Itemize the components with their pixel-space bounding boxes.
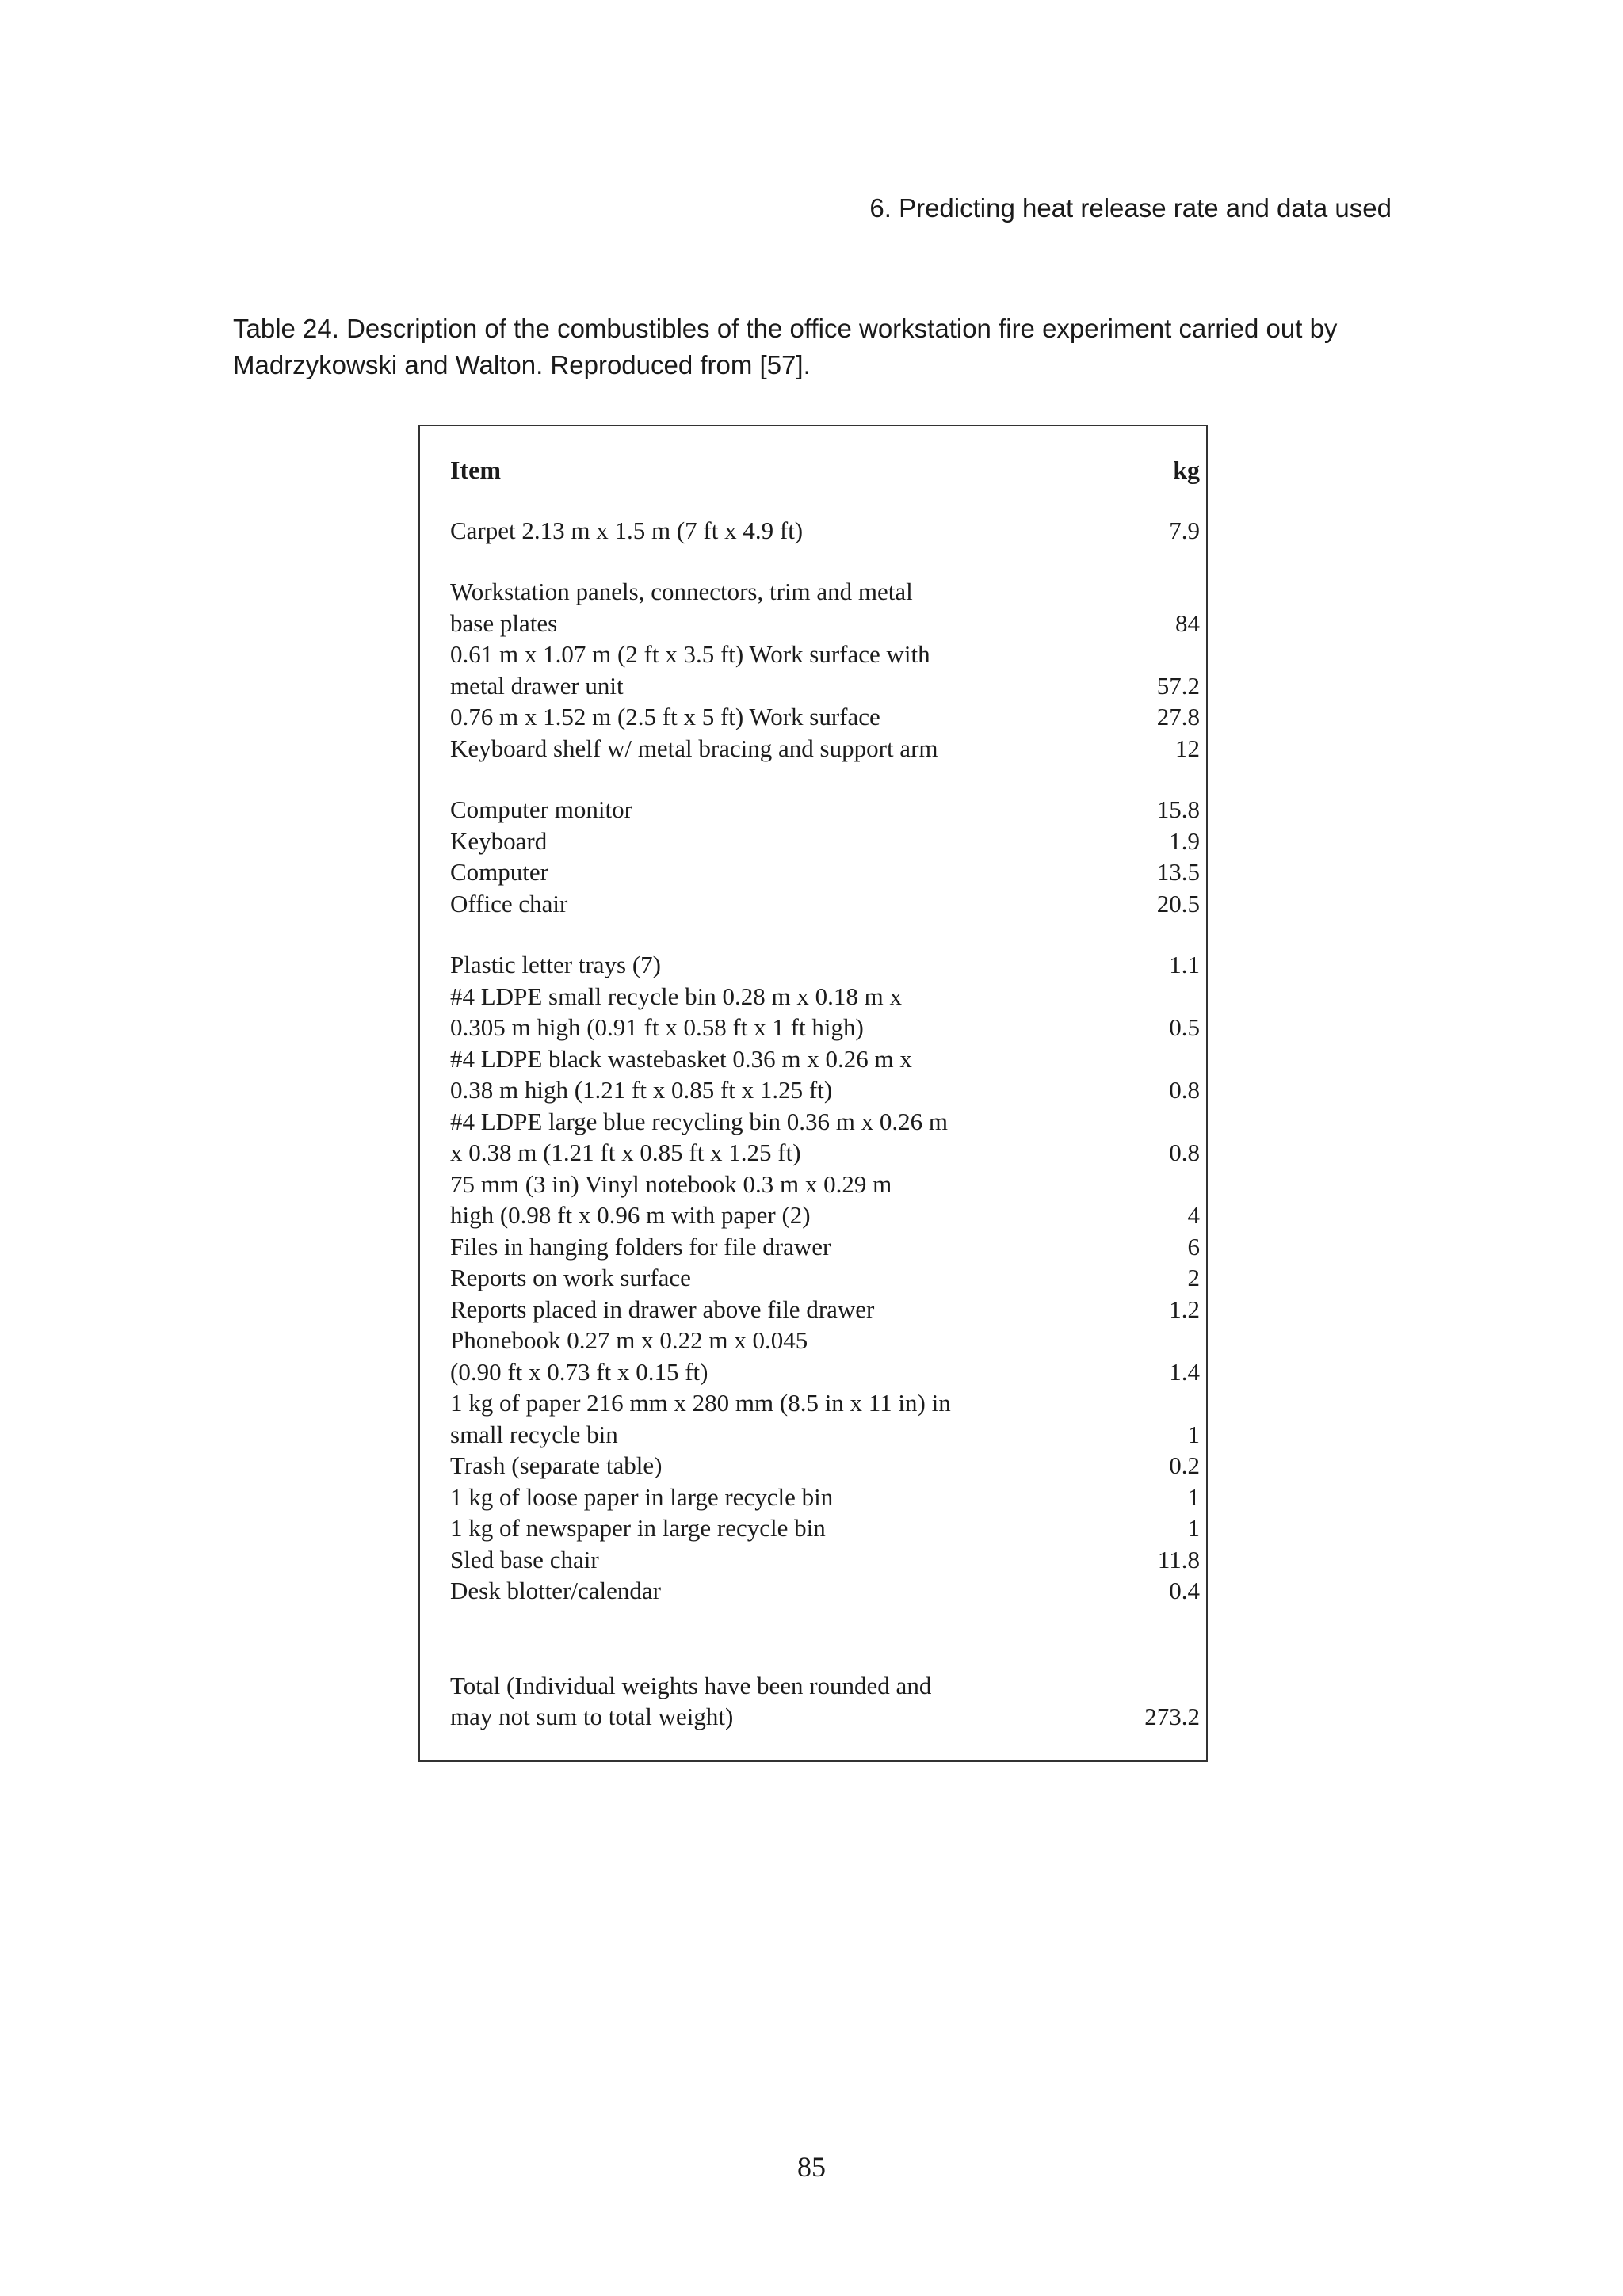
table-row [450, 1387, 1200, 1450]
column-header-kg: kg [1173, 456, 1200, 484]
table-row [450, 826, 1200, 857]
item-description: Computer [450, 858, 548, 886]
item-description: Desk blotter/calendar [450, 1577, 661, 1604]
table-row [450, 1169, 1200, 1231]
item-description: Sled base chair [450, 1545, 599, 1573]
item-description: #4 LDPE large blue recycling bin 0.36 m x 0.26 m x 0.38 m (1.21 ft x 0.85 ft x 1.25 ft) [450, 1107, 948, 1166]
group-spacer [450, 546, 1200, 576]
item-description: 0.61 m x 1.07 m (2 ft x 3.5 ft) Work surface with metal drawer unit [450, 640, 930, 700]
item-weight-kg: 1.9 [1169, 826, 1200, 855]
item-weight-kg: 27.8 [1156, 703, 1200, 730]
table-row [450, 949, 1200, 981]
group-spacer [450, 764, 1200, 794]
table-rows [450, 515, 1200, 1733]
item-description: Workstation panels, connectors, trim and metal base plates [450, 578, 913, 637]
table-row [450, 794, 1200, 826]
item-description: 75 mm (3 in) Vinyl notebook 0.3 m x 0.29 m high (0.98 ft x 0.96 m with paper (2) [450, 1169, 892, 1229]
table-row [450, 1043, 1200, 1106]
table-body [450, 455, 1200, 1733]
item-description: Phonebook 0.27 m x 0.22 m x 0.045 (0.90 ft x 0.73 ft x 0.15 ft) [450, 1326, 808, 1386]
item-weight-kg: 6 [1187, 1232, 1200, 1261]
table-row [450, 639, 1200, 701]
item-weight-kg: 1 [1187, 1514, 1200, 1542]
table-row [450, 1231, 1200, 1263]
column-header-item: Item [450, 456, 501, 484]
item-description: Office chair [450, 889, 568, 917]
item-description: Reports on work surface [450, 1264, 691, 1291]
table-caption: Table 24. Description of the combustibles of the office workstation fire experiment carried out by Madrzykowski and Walton. Reproduced from [57]. [233, 314, 1338, 379]
item-weight-kg: 1.4 [1169, 1357, 1200, 1386]
table-row [450, 1450, 1200, 1482]
table-row [450, 576, 1200, 639]
item-weight-kg: 15.8 [1156, 795, 1200, 823]
item-description: #4 LDPE small recycle bin 0.28 m x 0.18 m x 0.305 m high (0.91 ft x 0.58 ft x 1 ft high) [450, 982, 902, 1041]
page-number: 85 [797, 2151, 826, 2183]
table-row [450, 1512, 1200, 1544]
item-weight-kg: 2 [1187, 1264, 1200, 1291]
item-weight-kg: 0.5 [1169, 1013, 1200, 1041]
item-weight-kg: 20.5 [1156, 889, 1200, 917]
item-weight-kg: 0.8 [1169, 1076, 1200, 1104]
table-row [450, 701, 1200, 733]
table-total-row [450, 1670, 1200, 1733]
item-description: Carpet 2.13 m x 1.5 m (7 ft x 4.9 ft) [450, 516, 804, 544]
table-row [450, 1262, 1200, 1294]
item-weight-kg: 0.4 [1169, 1577, 1200, 1604]
item-weight-kg: 11.8 [1157, 1545, 1200, 1573]
item-description: Keyboard shelf w/ metal bracing and support arm [450, 734, 938, 762]
table-header-row [450, 455, 1200, 486]
table-row [450, 1294, 1200, 1325]
group-spacer [450, 919, 1200, 949]
table-row [450, 515, 1200, 547]
table-row [450, 733, 1200, 765]
running-header: 6. Predicting heat release rate and data used [869, 193, 1392, 223]
item-description: Files in hanging folders for file drawer [450, 1232, 831, 1261]
item-description: Reports placed in drawer above file drawer [450, 1295, 875, 1323]
item-description: 0.76 m x 1.52 m (2.5 ft x 5 ft) Work surface [450, 703, 880, 730]
table-row [450, 1544, 1200, 1576]
item-weight-kg: 273.2 [1144, 1703, 1200, 1730]
table-row [450, 1575, 1200, 1607]
total-spacer [450, 1607, 1200, 1670]
item-description: 1 kg of loose paper in large recycle bin [450, 1482, 834, 1511]
item-description: 1 kg of paper 216 mm x 280 mm (8.5 in x 11 in) in small recycle bin [450, 1389, 951, 1448]
item-weight-kg: 0.2 [1169, 1451, 1200, 1479]
table-row [450, 1106, 1200, 1169]
item-weight-kg: 7.9 [1169, 516, 1200, 544]
combustibles-table [418, 425, 1208, 1762]
item-description: 1 kg of newspaper in large recycle bin [450, 1514, 826, 1542]
table-row [450, 1482, 1200, 1513]
table-row [450, 981, 1200, 1043]
item-weight-kg: 84 [1175, 608, 1200, 637]
item-weight-kg: 0.8 [1169, 1138, 1200, 1166]
item-weight-kg: 1.2 [1169, 1295, 1200, 1323]
item-weight-kg: 13.5 [1156, 858, 1200, 886]
item-description: Keyboard [450, 826, 548, 855]
item-weight-kg: 12 [1175, 734, 1200, 762]
item-weight-kg: 1 [1187, 1420, 1200, 1448]
table-row [450, 888, 1200, 920]
table-row [450, 856, 1200, 888]
table-row [450, 1325, 1200, 1387]
item-description: Total (Individual weights have been rounded and may not sum to total weight) [450, 1671, 932, 1730]
item-description: Plastic letter trays (7) [450, 951, 661, 978]
item-description: #4 LDPE black wastebasket 0.36 m x 0.26 m x 0.38 m high (1.21 ft x 0.85 ft x 1.25 ft) [450, 1044, 912, 1104]
item-weight-kg: 1.1 [1169, 951, 1200, 978]
item-weight-kg: 57.2 [1156, 671, 1200, 700]
item-description: Trash (separate table) [450, 1451, 663, 1479]
item-description: Computer monitor [450, 795, 632, 823]
item-weight-kg: 4 [1187, 1201, 1200, 1229]
item-weight-kg: 1 [1187, 1482, 1200, 1511]
